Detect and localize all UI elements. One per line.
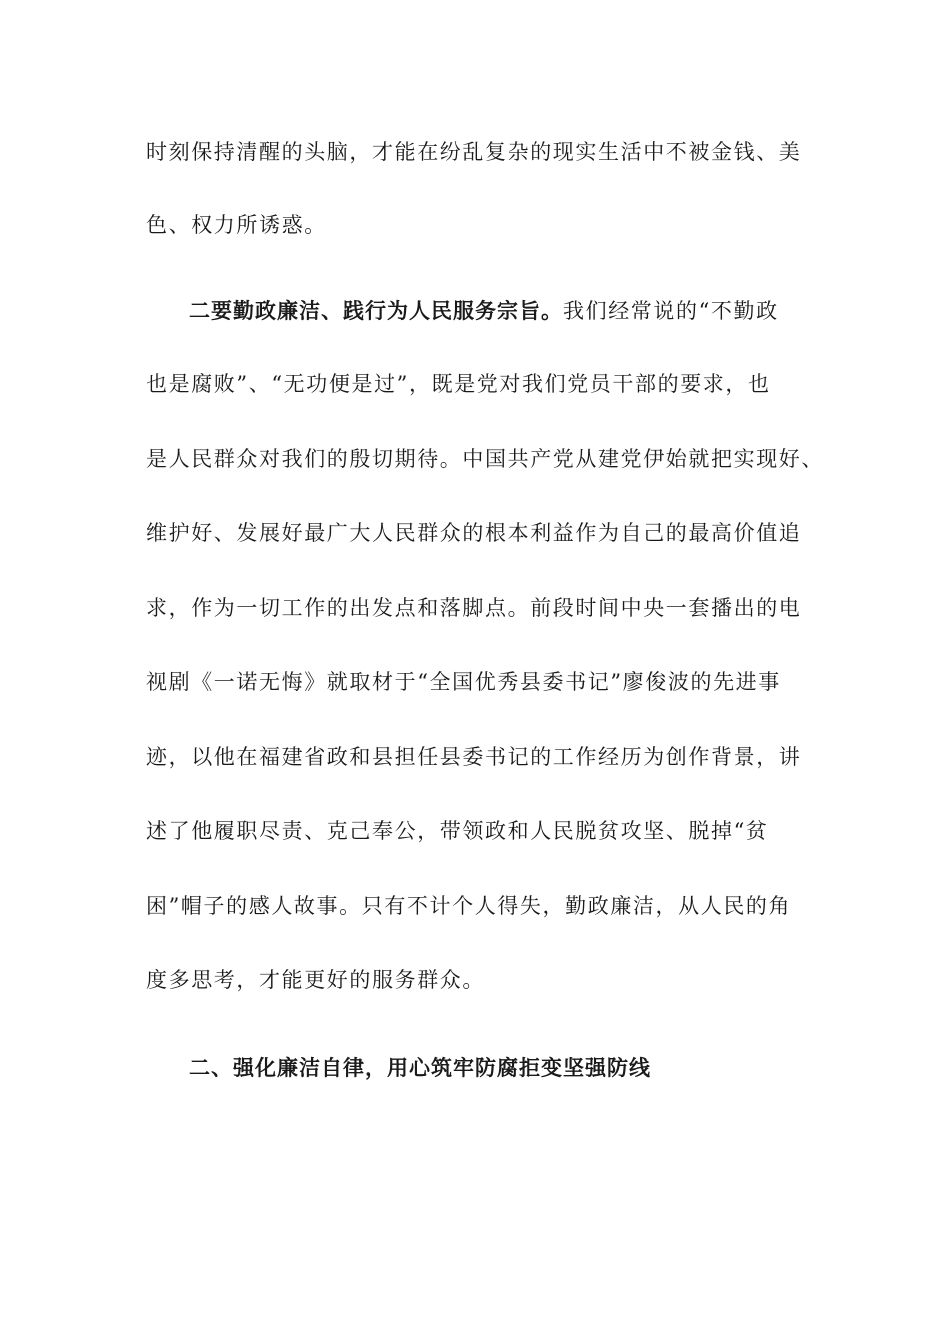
paragraph-line: 也是腐败”、“无功便是过”，既是党对我们党员干部的要求，也 xyxy=(146,372,771,396)
paragraph-line: 述了他履职尽责、克己奉公，带领政和人民脱贫攻坚、脱掉“贫 xyxy=(146,819,769,843)
paragraph-heading: 二要勤政廉洁、践行为人民服务宗旨。 xyxy=(189,299,563,323)
section-heading: 二、强化廉洁自律，用心筑牢防腐拒变坚强防线 xyxy=(189,1056,651,1080)
paragraph-text: 我们经常说的“不勤政 xyxy=(563,299,779,323)
paragraph-line: 色、权力所诱惑。 xyxy=(146,213,327,237)
paragraph-first-line xyxy=(189,296,779,326)
paragraph-line: 时刻保持清醒的头脑，才能在纷乱复杂的现实生活中不被金钱、美 xyxy=(146,140,802,164)
paragraph-line: 视剧《一诺无悔》就取材于“全国优秀县委书记”廖俊波的先进事 xyxy=(146,670,781,694)
paragraph-line: 维护好、发展好最广大人民群众的根本利益作为自己的最高价值追 xyxy=(146,521,802,545)
paragraph-line: 度多思考，才能更好的服务群众。 xyxy=(146,968,485,992)
paragraph-line: 困”帽子的感人故事。只有不计个人得失，勤政廉洁，从人民的角 xyxy=(146,894,792,918)
paragraph-line: 是人民群众对我们的殷切期待。中国共产党从建党伊始就把实现好、 xyxy=(146,447,824,471)
paragraph-line: 迹，以他在福建省政和县担任县委书记的工作经历为创作背景，讲 xyxy=(146,745,802,769)
paragraph-line: 求，作为一切工作的出发点和落脚点。前段时间中央一套播出的电 xyxy=(146,596,802,620)
